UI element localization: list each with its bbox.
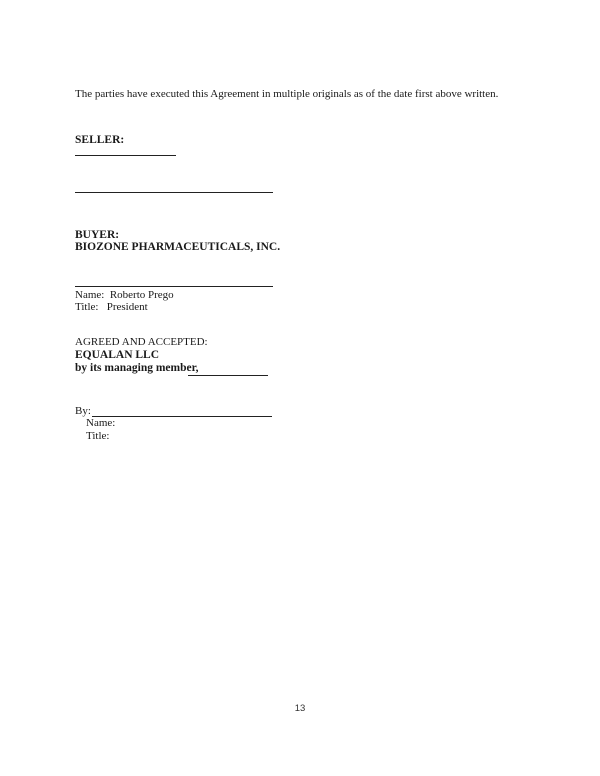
buyer-title-value: President — [106, 301, 148, 313]
agreed-company: EQUALAN LLC — [75, 349, 160, 361]
buyer-title-label: Title: — [75, 301, 99, 313]
managing-member-label: by its managing member, — [75, 362, 199, 374]
agreed-name-label: Name: — [86, 417, 116, 429]
seller-heading: SELLER: — [75, 134, 125, 146]
managing-member-line — [188, 375, 268, 376]
buyer-title-row — [75, 301, 148, 313]
buyer-name-label: Name: — [75, 289, 105, 301]
page-number: 13 — [294, 703, 306, 714]
agreed-heading: AGREED AND ACCEPTED: — [75, 336, 208, 348]
buyer-name-value: Roberto Prego — [109, 289, 174, 301]
agreed-title-label: Title: — [86, 430, 110, 442]
intro-statement: The parties have executed this Agreement in multiple originals as of the date first above written. — [75, 88, 499, 100]
seller-name-line — [75, 155, 176, 156]
by-label: By: — [75, 405, 91, 417]
by-signature-line — [92, 416, 272, 417]
buyer-heading: BUYER: — [75, 229, 120, 241]
buyer-company: BIOZONE PHARMACEUTICALS, INC. — [75, 241, 281, 253]
seller-signature-line — [75, 192, 273, 193]
buyer-signature-line — [75, 286, 273, 287]
buyer-name-row — [75, 289, 174, 301]
